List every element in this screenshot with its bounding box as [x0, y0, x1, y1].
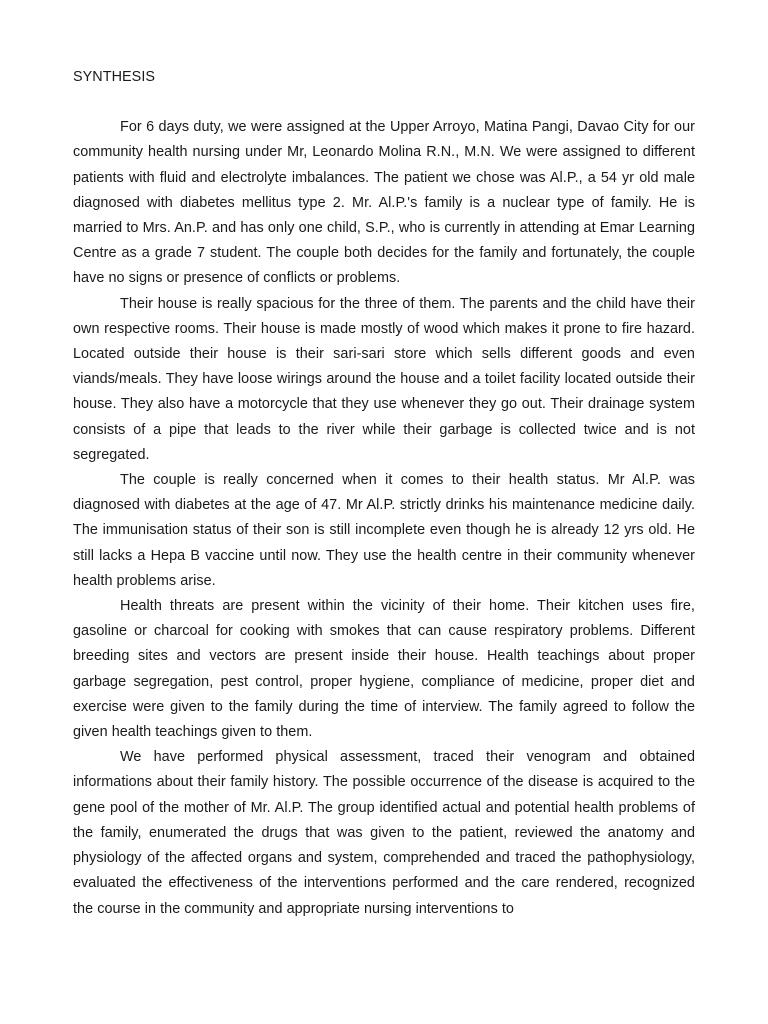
document-body [73, 65, 695, 922]
paragraph-assessment: We have performed physical assessment, traced their venogram and obtained informations about their family history. The possible occurrence of the disease is acquired to the gene pool of the mother of Mr. Al.P. The group identified actual and potential health problems of the family, enumerated the drugs that was given to the patient, reviewed the anatomy and physiology of the affected organs and system, comprehended and traced the pathophysiology, evaluated the effectiveness of the interventions performed and the care rendered, recognized the course in the community and appropriate nursing interventions to [73, 749, 695, 917]
paragraph-assignment: For 6 days duty, we were assigned at the Upper Arroyo, Matina Pangi, Davao City for our community health nursing under Mr, Leonardo Molina R.N., M.N. We were assigned to different patients with fluid and electrolyte imbalances. The patient we chose was Al.P., a 54 yr old male diagnosed with diabetes mellitus type 2. Mr. Al.P.'s family is a nuclear type of family. He is married to Mrs. An.P. and has only one child, S.P., who is currently in attending at Emar Learning Centre as a grade 7 student. The couple both decides for the family and fortunately, the couple have no signs or presence of conflicts or problems. [73, 119, 695, 287]
paragraph-health-status: The couple is really concerned when it comes to their health status. Mr Al.P. was diagnosed with diabetes at the age of 47. Mr Al.P. strictly drinks his maintenance medicine daily. The immunisation status of their son is still incomplete even though he is already 12 yrs old. He still lacks a Hepa B vaccine until now. They use the health centre in their community whenever health problems arise. [73, 472, 695, 589]
document-title: SYNTHESIS [73, 69, 156, 85]
paragraph-house: Their house is really spacious for the three of them. The parents and the child have their own respective rooms. Their house is made mostly of wood which makes it prone to fire hazard. Located outside their house is their sari-sari store which sells different goods and even viands/meals. They have loose wirings around the house and a toilet facility located outside their house. They also have a motorcycle that they use whenever they go out. Their drainage system consists of a pipe that leads to the river while their garbage is collected twice and is not segregated. [73, 295, 695, 463]
paragraph-health-threats: Health threats are present within the vicinity of their home. Their kitchen uses fire, gasoline or charcoal for cooking with smokes that can cause respiratory problems. Different breeding sites and vectors are present inside their house. Health teachings about proper garbage segregation, pest control, proper hygiene, compliance of medicine, proper diet and exercise were given to the family during the time of interview. The family agreed to follow the given health teachings given to them. [73, 598, 695, 741]
